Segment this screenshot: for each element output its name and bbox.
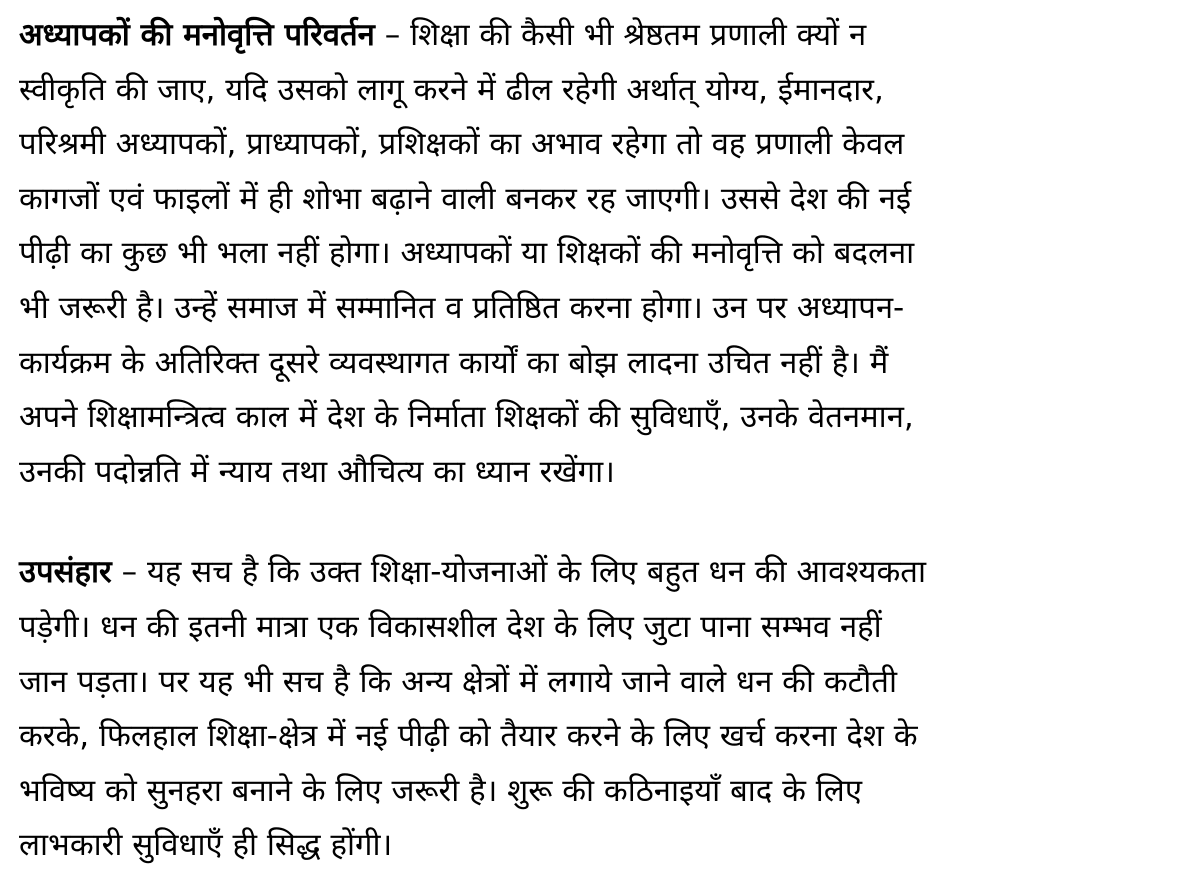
paragraph-heading: उपसंहार	[19, 554, 112, 591]
paragraph-heading: अध्यापकों की मनोवृत्ति परिवर्तन	[19, 17, 375, 53]
paragraph-conclusion	[19, 545, 1171, 873]
paragraph-teacher-attitude	[19, 8, 1171, 499]
paragraph-body: – शिक्षा की कैसी भी श्रेष्ठतम प्रणाली क्यों न स्वीकृति की जाए, यदि उसको लागू करने में ढील रहेगी अर्थात् योग्य, ईमानदार, परिश्रमी अध्यापकों, प्राध्यापकों, प्रशिक्षकों का अभाव रहेगा तो वह प्रणाली केवल कागजों एवं फाइलों में ही शोभा बढ़ाने वाली बनकर रह जाएगी। उससे देश की नई पीढ़ी का कुछ भी भला नहीं होगा। अध्यापकों या शिक्षकों की मनोवृत्ति को बदलना भी जरूरी है। उन्हें समाज में सम्मानित व प्रतिष्ठित करना होगा। उन पर अध्यापन- कार्यक्रम के अतिरिक्त दूसरे व्यवस्थागत कार्यों का बोझ लादना उचित नहीं है। मैं अपने शिक्षामन्त्रित्व काल में देश के निर्माता शिक्षकों की सुविधाएँ, उनके वेतनमान, उनकी पदोन्नति में न्याय तथा औचित्य का ध्यान रखेंगा।	[19, 17, 915, 490]
paragraph-body: – यह सच है कि उक्त शिक्षा-योजनाओं के लिए बहुत धन की आवश्यकता पड़ेगी। धन की इतनी मात्रा एक विकासशील देश के लिए जुटा पाना सम्भव नहीं जान पड़ता। पर यह भी सच है कि अन्य क्षेत्रों में लगाये जाने वाले धन की कटौती करके, फिलहाल शिक्षा-क्षेत्र में नई पीढ़ी को तैयार करने के लिए खर्च करना देश के भविष्य को सुनहरा बनाने के लिए जरूरी है। शुरू की कठिनाइयाँ बाद के लिए लाभकारी सुविधाएँ ही सिद्ध होंगी।	[19, 554, 926, 864]
